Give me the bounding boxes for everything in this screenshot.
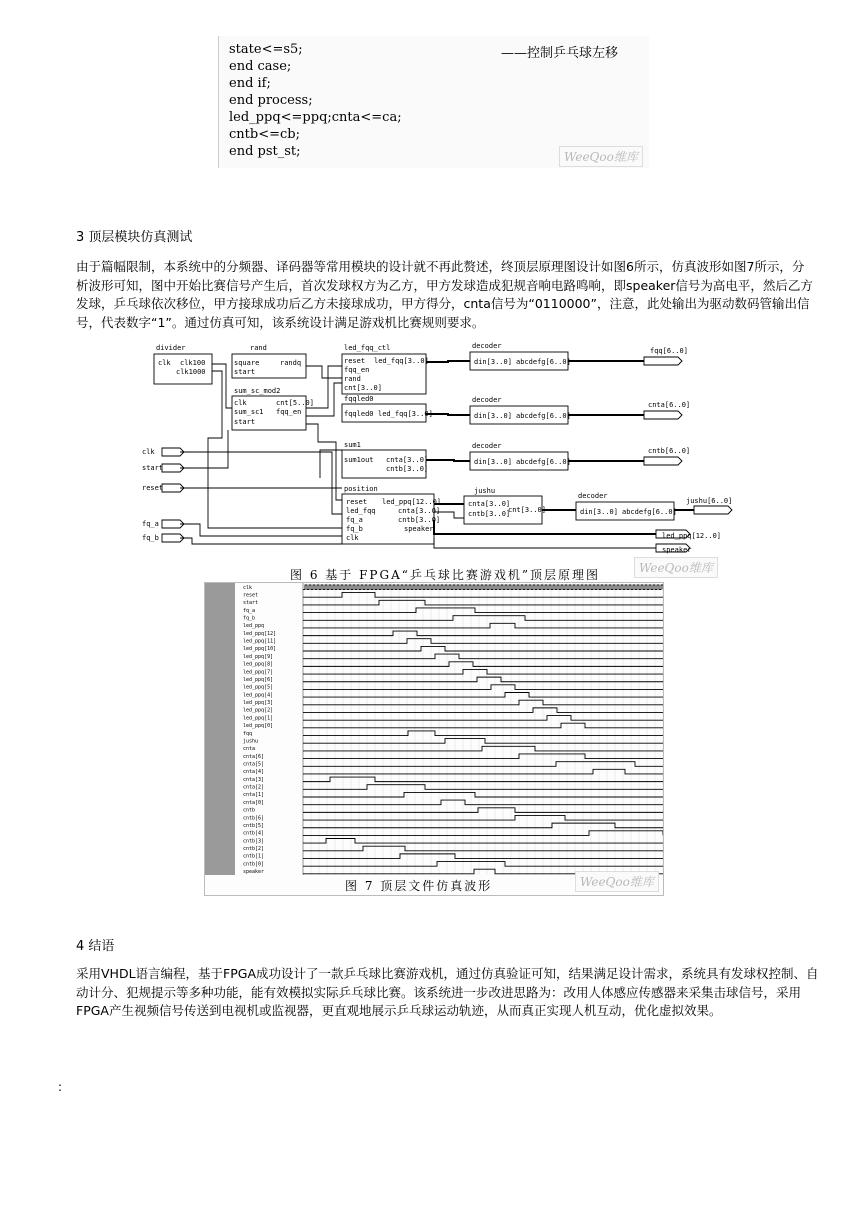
port-label: led_ppq[12..0] xyxy=(382,498,442,506)
watermark-logo: WeeQoo维库 xyxy=(575,871,659,892)
port-label: fqqled0 xyxy=(344,410,374,418)
signal-trace xyxy=(303,669,663,674)
divider-title: divider xyxy=(156,344,186,352)
port-label: cntb[3..0] xyxy=(468,510,511,518)
output-label-jushu: jushu[6..0] xyxy=(686,497,733,505)
signal-name: led_ppq[4] xyxy=(243,692,274,699)
signal-name: cntb[0] xyxy=(243,861,265,868)
signal-trace xyxy=(303,677,663,682)
signal-name: led_ppq[2] xyxy=(243,707,274,714)
signal-name: jushu xyxy=(243,738,259,745)
signal-trace xyxy=(303,815,663,820)
port-label: reset xyxy=(346,498,368,506)
signal-name: led_ppq[12] xyxy=(243,630,277,637)
port-label: din[3..0] xyxy=(474,412,512,420)
jushu-title: jushu xyxy=(474,487,496,495)
signal-trace xyxy=(303,693,663,698)
section-heading: 4 结语 xyxy=(76,939,115,954)
port-label: led_fqq[3..0] xyxy=(378,410,433,418)
sum-sc-title: sum_sc_mod2 xyxy=(234,387,281,395)
signal-name: led_ppq[9] xyxy=(243,653,274,660)
port-label: rand xyxy=(344,375,361,383)
signal-name: fq_b xyxy=(243,615,256,622)
output-label-fqq: fqq[6..0] xyxy=(650,347,688,355)
port-label: abcdefg[6..0] xyxy=(516,358,571,366)
port-label: fq_a xyxy=(346,516,363,524)
signal-trace xyxy=(303,846,663,851)
signal-trace xyxy=(303,746,663,751)
port-label: din[3..0] xyxy=(474,358,512,366)
signal-trace xyxy=(303,839,663,844)
signal-trace xyxy=(303,762,663,767)
signal-trace xyxy=(303,654,663,659)
signal-trace xyxy=(303,716,663,721)
port-label: din[3..0] xyxy=(580,508,618,516)
signal-trace xyxy=(303,700,663,705)
led-fqq-ctl-title: led_fqq_ctl xyxy=(344,344,391,352)
signal-name: start xyxy=(243,600,259,607)
port-label: clk xyxy=(234,399,247,407)
port-label: clk xyxy=(346,534,359,542)
code-line: end process; xyxy=(229,93,313,108)
signal-trace xyxy=(303,685,663,690)
code-snippet xyxy=(218,36,649,168)
block-sum1 xyxy=(342,450,429,478)
port-label: cnt[5..0] xyxy=(276,399,314,407)
paragraph-text: 采用VHDL语言编程，基于FPGA成功设计了一款乒乓球比赛游戏机，通过仿真验证可知，结果满足设计需求，系统具有发球权控制、自动计分、犯规提示等多种功能，能有效模拟实际乒乓球比赛。该系统进一步改进思路为：改用人体感应传感器来采集击球信号，采用FPGA产生视频信号传送到电视机或监视器，更直观地展示乒乓球运动轨迹，从而真正实现人机互动，优化虚拟效果。 xyxy=(76,966,819,1018)
decoder-title: decoder xyxy=(472,342,502,350)
port-label: cnt[3..0] xyxy=(344,384,382,392)
decoder-title: decoder xyxy=(578,492,608,500)
waveform-plot xyxy=(205,583,663,875)
port-label: abcdefg[6..0] xyxy=(516,458,571,466)
port-label: clk100 xyxy=(180,359,206,367)
signal-trace xyxy=(303,808,663,813)
code-line: cntb<=cb; xyxy=(229,127,300,142)
rand-title: rand xyxy=(250,344,267,352)
section-paragraph xyxy=(76,965,820,1021)
signal-trace xyxy=(303,639,663,644)
port-label: cntb[3..0] xyxy=(398,516,441,524)
signal-trace xyxy=(303,593,663,598)
signal-trace xyxy=(303,792,663,797)
section-paragraph xyxy=(76,258,816,332)
signal-name: led_ppq[8] xyxy=(243,661,274,668)
signal-trace xyxy=(303,785,663,790)
signal-name: cnta[4] xyxy=(243,769,265,776)
section-heading: 3 顶层模块仿真测试 xyxy=(76,230,193,245)
signal-trace xyxy=(303,800,663,805)
signal-trace xyxy=(303,739,663,744)
port-label: cnta[3..0] xyxy=(386,456,429,464)
port-label: randq xyxy=(280,359,302,367)
signal-trace xyxy=(303,854,663,859)
input-label-fq-b: fq_b xyxy=(142,534,159,542)
port-label: cnta[3..0] xyxy=(468,500,511,508)
port-label: cnta[3..0] xyxy=(398,507,441,515)
signal-name: cnta[0] xyxy=(243,799,265,806)
port-label: led_fqq xyxy=(346,507,376,515)
signal-name: led_ppq[10] xyxy=(243,646,277,653)
signal-name: cntb[5] xyxy=(243,822,265,829)
signal-name: cnta[2] xyxy=(243,784,265,791)
signal-name: clk xyxy=(243,584,253,591)
signal-name: cntb[6] xyxy=(243,815,265,822)
signal-name: cnta[5] xyxy=(243,761,265,768)
signal-name: led_ppq[0] xyxy=(243,723,274,730)
signal-index-column xyxy=(205,583,235,875)
signal-trace xyxy=(303,831,663,836)
port-label: square xyxy=(234,359,260,367)
signal-name: cntb[2] xyxy=(243,846,265,853)
signal-name: led_ppq[6] xyxy=(243,676,274,683)
signal-trace xyxy=(303,616,663,621)
decoder-title: decoder xyxy=(472,396,502,404)
sum1-title: sum1 xyxy=(344,441,361,449)
signal-name: fq_a xyxy=(243,607,256,614)
code-line: end case; xyxy=(229,59,292,74)
signal-name: cnta[6] xyxy=(243,753,265,760)
signal-trace xyxy=(303,585,663,590)
signal-name: led_ppq[11] xyxy=(243,638,277,645)
code-line: end pst_st; xyxy=(229,144,301,159)
port-label: reset xyxy=(344,357,366,365)
code-line: led_ppq<=ppq;cnta<=ca; xyxy=(229,110,402,125)
code-line: end if; xyxy=(229,76,271,91)
port-label: cntb[3..0] xyxy=(386,465,429,473)
signal-trace xyxy=(303,769,663,774)
figure7-waveform xyxy=(204,582,664,896)
output-label-cntb: cntb[6..0] xyxy=(648,447,691,455)
port-label: clk1000 xyxy=(176,368,206,376)
signal-trace xyxy=(303,623,663,628)
footer-mark: : xyxy=(58,1080,63,1094)
signal-name: led_ppq xyxy=(243,623,265,630)
signal-trace xyxy=(303,723,663,728)
signal-name: led_ppq[5] xyxy=(243,684,274,691)
figure7-caption: 图 7 顶层文件仿真波形 xyxy=(345,879,493,893)
port-label: led_fqq[3..0] xyxy=(374,357,429,365)
signal-name: cnta[3] xyxy=(243,776,265,783)
signal-trace xyxy=(303,600,663,605)
port-label: sum1out xyxy=(344,456,374,464)
input-label-reset: reset xyxy=(142,484,164,492)
signal-name: cntb[3] xyxy=(243,838,265,845)
signal-name: reset xyxy=(243,592,259,599)
signal-name: cntb[4] xyxy=(243,830,265,837)
port-label: cnt[3..0] xyxy=(508,506,546,514)
port-label: start xyxy=(234,368,256,376)
signal-name: cntb[1] xyxy=(243,853,265,860)
port-label: fq_b xyxy=(346,525,363,533)
signal-trace xyxy=(303,646,663,651)
port-label: sum_sc1 xyxy=(234,408,264,416)
port-label: clk xyxy=(158,359,171,367)
signal-trace xyxy=(303,777,663,782)
output-label-cnta: cnta[6..0] xyxy=(648,401,691,409)
paragraph-text: 由于篇幅限制，本系统中的分频器、译码器等常用模块的设计就不再此赘述，终顶层原理图设计如图6所示，仿真波形如图7所示，分析波形可知，图中开始比赛信号产生后，首次发球权方为乙方，甲方发球造成犯规音响电路鸣响，即speaker信号为高电平，然后乙方发球，乒乓球依次移位，甲方接球成功后乙方未接球成功，甲方得分，cnta信号为“0110000”，注意，此处输出为驱动数码管输出信号，代表数字“1”。通过仿真可知，该系统设计满足游戏机比赛规则要求。 xyxy=(76,259,813,330)
input-label-fq-a: fq_a xyxy=(142,520,159,528)
input-label-clk: clk xyxy=(142,448,155,456)
port-label: abcdefg[6..0] xyxy=(622,508,677,516)
output-label-led-ppq: led_ppq[12..0] xyxy=(662,532,722,540)
watermark-logo: WeeQoo维库 xyxy=(559,146,643,167)
signal-trace xyxy=(303,823,663,828)
signal-trace xyxy=(303,608,663,613)
signal-name: speaker xyxy=(243,869,265,875)
port-label: abcdefg[6..0] xyxy=(516,412,571,420)
port-label: din[3..0] xyxy=(474,458,512,466)
signal-trace xyxy=(303,862,663,867)
signal-trace xyxy=(303,731,663,736)
signal-name: fqq xyxy=(243,730,253,737)
code-comment: ——控制乒乓球左移 xyxy=(501,46,619,61)
fqqled0-title: fqqled0 xyxy=(344,395,374,403)
signal-trace xyxy=(303,708,663,713)
signal-name: cnta[1] xyxy=(243,792,265,799)
signal-trace xyxy=(303,631,663,636)
signal-trace xyxy=(303,662,663,667)
signal-name: cntb xyxy=(243,807,256,814)
signal-trace xyxy=(303,754,663,759)
figure6-schematic xyxy=(138,338,734,576)
port-label: fqq_en xyxy=(276,408,302,416)
port-label: speaker xyxy=(404,525,434,533)
port-label: start xyxy=(234,418,256,426)
code-line: state<=s5; xyxy=(229,42,303,57)
signal-name: led_ppq[1] xyxy=(243,715,274,722)
signal-name: led_ppq[3] xyxy=(243,700,274,707)
input-label-start: start xyxy=(142,464,164,472)
decoder-title: decoder xyxy=(472,442,502,450)
output-label-speaker: speaker xyxy=(662,546,692,554)
signal-name: cnta xyxy=(243,746,256,753)
position-title: position xyxy=(344,485,378,493)
signal-name: led_ppq[7] xyxy=(243,669,274,676)
watermark-logo: WeeQoo维库 xyxy=(634,557,718,578)
figure6-caption: 图 6 基于 FPGA“乒乓球比赛游戏机”顶层原理图 xyxy=(290,568,601,582)
port-label: fqq_en xyxy=(344,366,370,374)
